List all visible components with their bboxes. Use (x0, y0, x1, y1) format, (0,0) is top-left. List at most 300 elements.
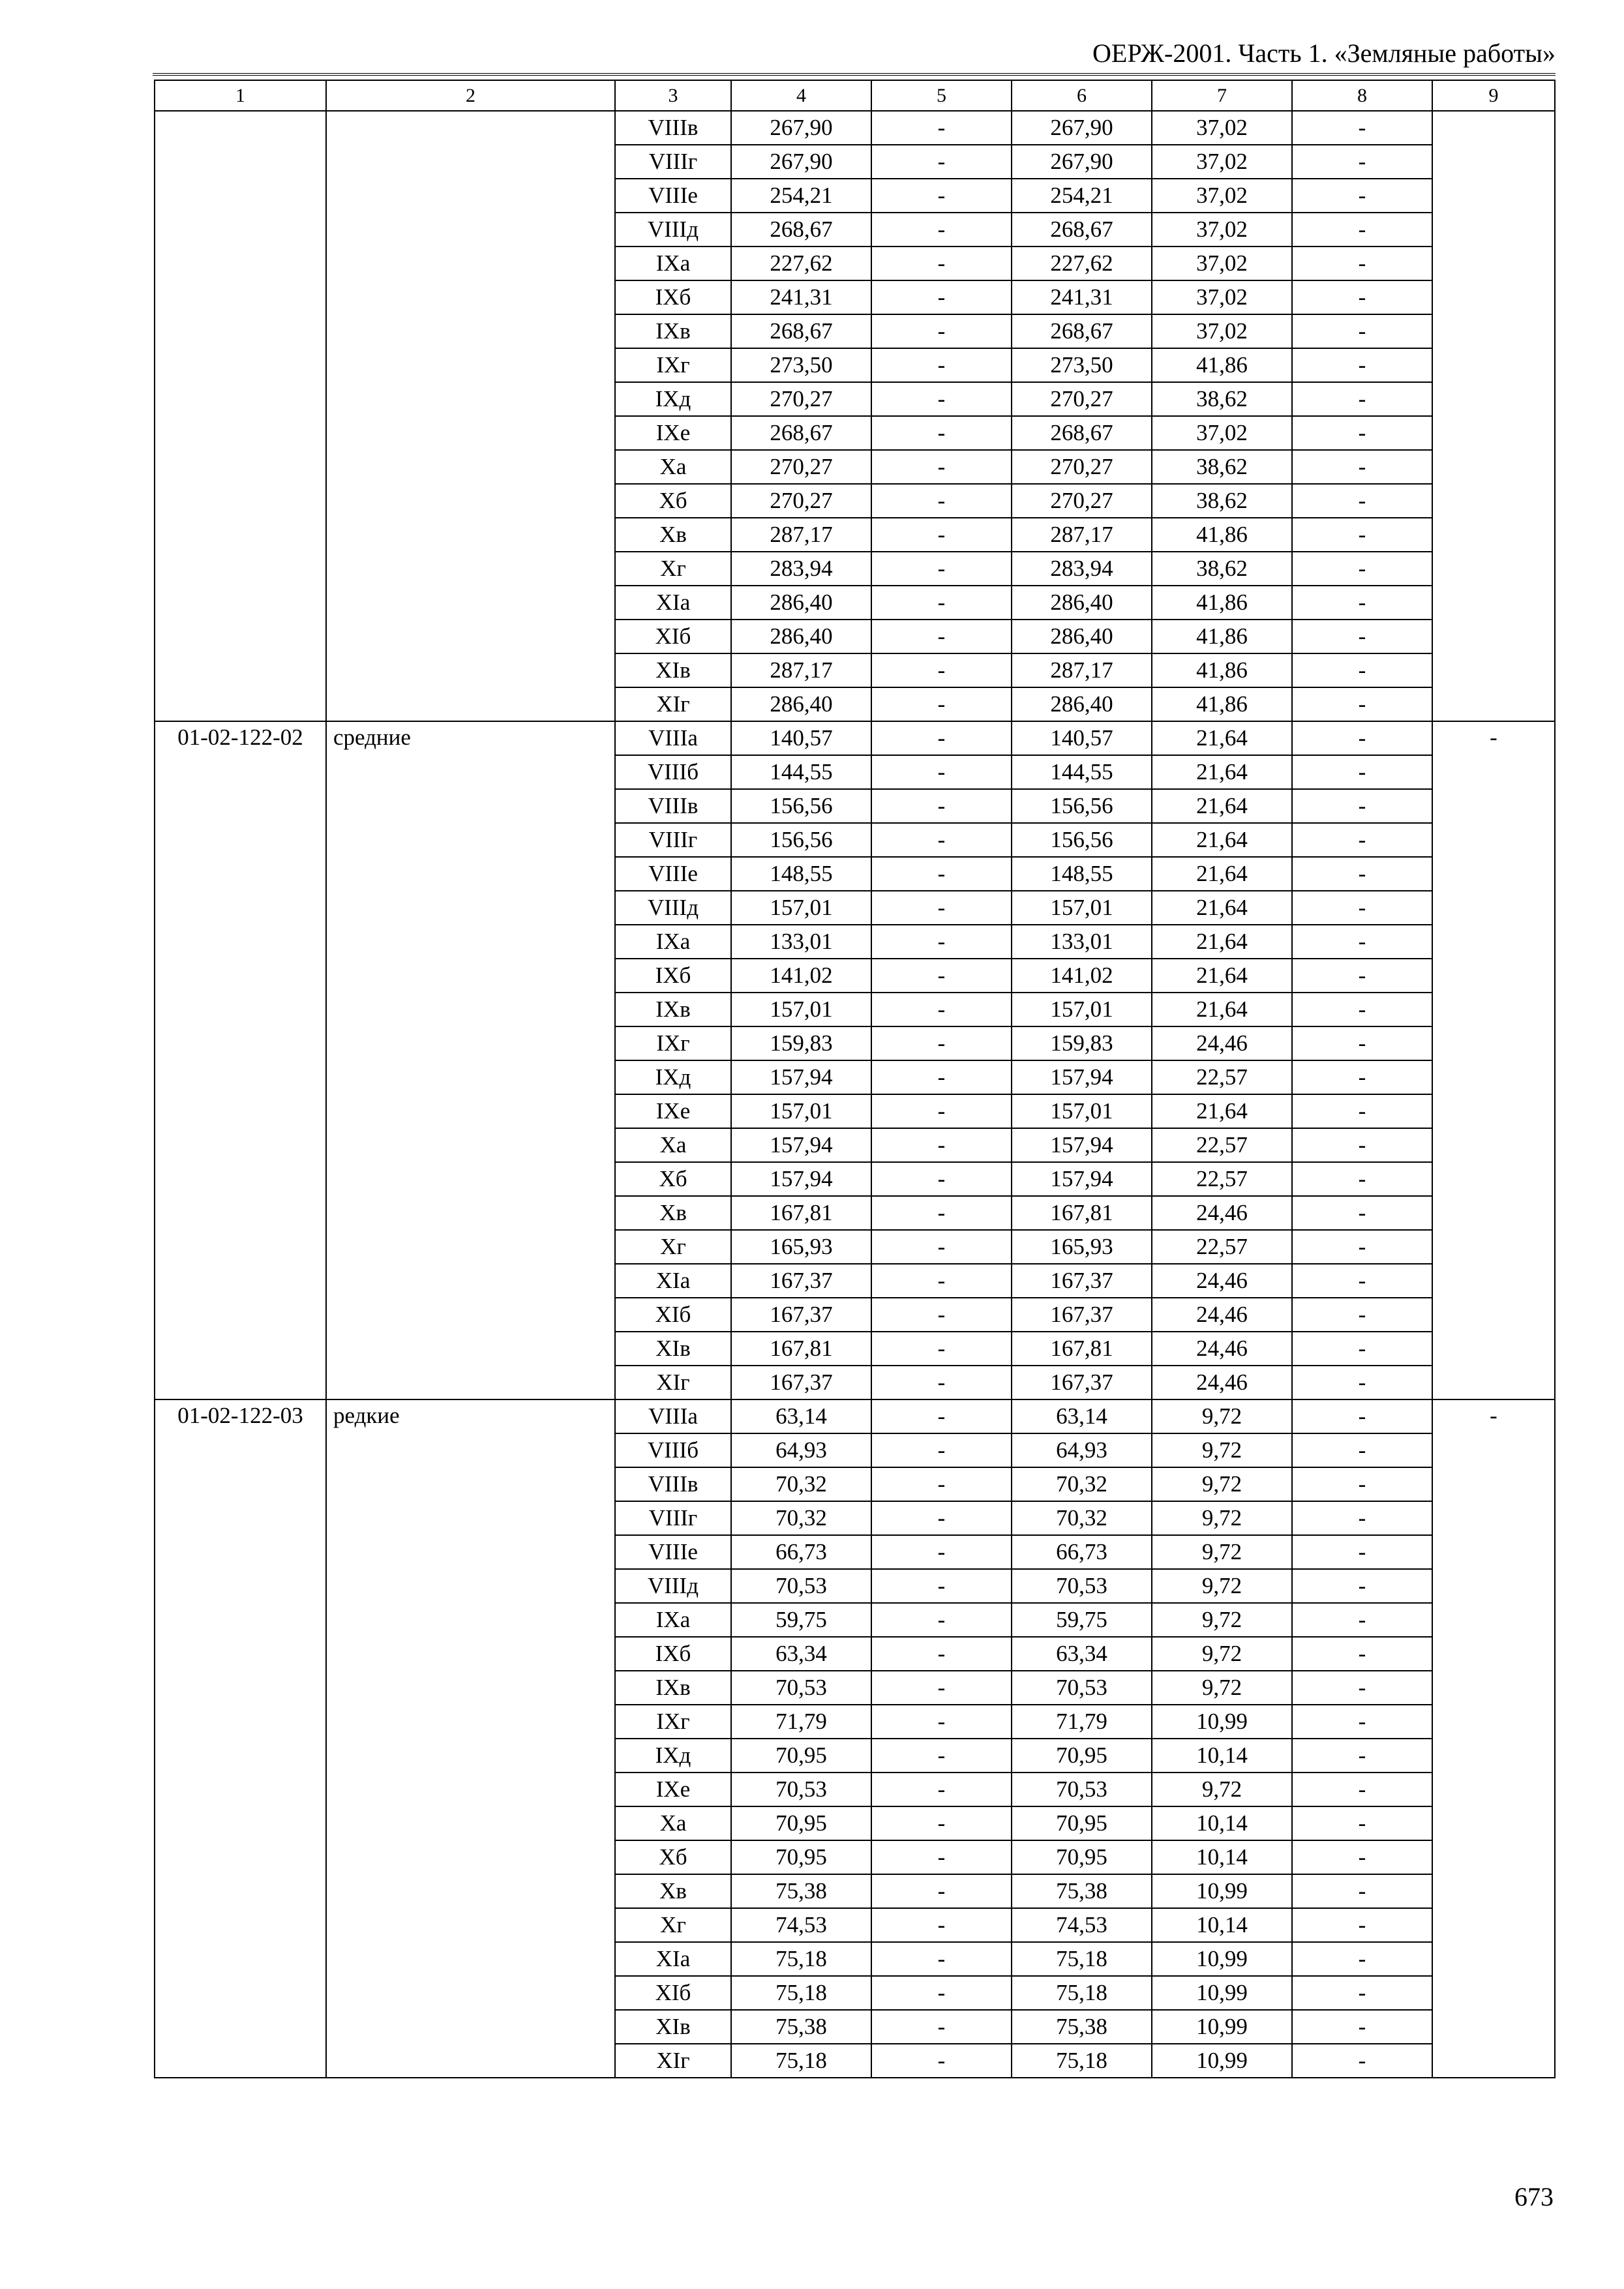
value-cell-c4: 283,94 (731, 552, 871, 586)
category-cell: Xа (615, 1128, 731, 1162)
value-cell-c7: 10,99 (1152, 1705, 1292, 1739)
column-number-row (155, 80, 1555, 111)
value-cell-c6: 254,21 (1012, 179, 1152, 213)
value-cell-c7: 38,62 (1152, 552, 1292, 586)
document-title: ОЕРЖ-2001. Часть 1. «Земляные работы» (1092, 38, 1556, 68)
column-number: 2 (326, 80, 615, 111)
column-9-cell: - (1432, 1399, 1555, 2078)
value-cell-c5: - (871, 653, 1012, 687)
value-cell-c5: - (871, 1976, 1012, 2010)
value-cell-c8: - (1292, 247, 1432, 280)
value-cell-c8: - (1292, 721, 1432, 755)
value-cell-c7: 9,72 (1152, 1671, 1292, 1705)
category-cell: Xв (615, 1196, 731, 1230)
value-cell-c7: 37,02 (1152, 247, 1292, 280)
category-cell: IXе (615, 1094, 731, 1128)
value-cell-c5: - (871, 1162, 1012, 1196)
category-cell: XIа (615, 586, 731, 620)
value-cell-c4: 167,81 (731, 1196, 871, 1230)
value-cell-c7: 21,64 (1152, 789, 1292, 823)
rates-table (154, 80, 1556, 2078)
value-cell-c4: 287,17 (731, 653, 871, 687)
value-cell-c7: 9,72 (1152, 1467, 1292, 1501)
table-row (155, 721, 1555, 755)
value-cell-c6: 159,83 (1012, 1026, 1152, 1060)
value-cell-c5: - (871, 755, 1012, 789)
value-cell-c8: - (1292, 1433, 1432, 1467)
value-cell-c5: - (871, 1569, 1012, 1603)
value-cell-c7: 37,02 (1152, 145, 1292, 179)
value-cell-c8: - (1292, 518, 1432, 552)
value-cell-c6: 70,32 (1012, 1501, 1152, 1535)
value-cell-c4: 140,57 (731, 721, 871, 755)
value-cell-c4: 70,95 (731, 1806, 871, 1840)
value-cell-c7: 9,72 (1152, 1773, 1292, 1806)
value-cell-c4: 70,53 (731, 1671, 871, 1705)
category-cell: VIIIа (615, 721, 731, 755)
value-cell-c5: - (871, 1603, 1012, 1637)
value-cell-c5: - (871, 1739, 1012, 1773)
value-cell-c5: - (871, 314, 1012, 348)
value-cell-c4: 70,53 (731, 1773, 871, 1806)
value-cell-c7: 37,02 (1152, 314, 1292, 348)
value-cell-c6: 74,53 (1012, 1908, 1152, 1942)
value-cell-c4: 273,50 (731, 348, 871, 382)
value-cell-c6: 227,62 (1012, 247, 1152, 280)
value-cell-c6: 75,18 (1012, 1942, 1152, 1976)
value-cell-c7: 22,57 (1152, 1230, 1292, 1264)
value-cell-c5: - (871, 518, 1012, 552)
category-cell: XIв (615, 1332, 731, 1366)
category-cell: VIIIв (615, 1467, 731, 1501)
column-9-cell (1432, 111, 1555, 721)
category-cell: VIIIг (615, 145, 731, 179)
value-cell-c7: 24,46 (1152, 1196, 1292, 1230)
value-cell-c7: 37,02 (1152, 280, 1292, 314)
value-cell-c4: 156,56 (731, 823, 871, 857)
value-cell-c8: - (1292, 1942, 1432, 1976)
value-cell-c6: 286,40 (1012, 620, 1152, 653)
value-cell-c7: 21,64 (1152, 891, 1292, 925)
category-cell: Xб (615, 1162, 731, 1196)
value-cell-c5: - (871, 247, 1012, 280)
category-cell: IXа (615, 925, 731, 959)
value-cell-c5: - (871, 450, 1012, 484)
value-cell-c5: - (871, 721, 1012, 755)
category-cell: VIIIе (615, 179, 731, 213)
value-cell-c5: - (871, 1399, 1012, 1433)
value-cell-c8: - (1292, 1162, 1432, 1196)
value-cell-c4: 59,75 (731, 1603, 871, 1637)
value-cell-c4: 75,38 (731, 1874, 871, 1908)
value-cell-c8: - (1292, 1366, 1432, 1399)
value-cell-c4: 70,32 (731, 1467, 871, 1501)
value-cell-c4: 70,53 (731, 1569, 871, 1603)
value-cell-c4: 268,67 (731, 416, 871, 450)
value-cell-c7: 41,86 (1152, 348, 1292, 382)
category-cell: IXг (615, 348, 731, 382)
work-description (326, 111, 615, 721)
value-cell-c5: - (871, 1230, 1012, 1264)
value-cell-c6: 167,81 (1012, 1332, 1152, 1366)
column-number: 6 (1012, 80, 1152, 111)
value-cell-c4: 71,79 (731, 1705, 871, 1739)
category-cell: XIб (615, 620, 731, 653)
category-cell: XIб (615, 1976, 731, 2010)
value-cell-c4: 270,27 (731, 484, 871, 518)
value-cell-c7: 38,62 (1152, 382, 1292, 416)
value-cell-c7: 21,64 (1152, 925, 1292, 959)
value-cell-c6: 70,53 (1012, 1773, 1152, 1806)
value-cell-c6: 286,40 (1012, 687, 1152, 721)
value-cell-c7: 24,46 (1152, 1026, 1292, 1060)
value-cell-c7: 10,99 (1152, 1942, 1292, 1976)
value-cell-c8: - (1292, 1637, 1432, 1671)
value-cell-c8: - (1292, 1603, 1432, 1637)
value-cell-c8: - (1292, 145, 1432, 179)
category-cell: IXб (615, 1637, 731, 1671)
value-cell-c7: 10,99 (1152, 1976, 1292, 2010)
value-cell-c5: - (871, 179, 1012, 213)
value-cell-c4: 157,94 (731, 1128, 871, 1162)
category-cell: VIIIг (615, 1501, 731, 1535)
value-cell-c6: 70,95 (1012, 1840, 1152, 1874)
value-cell-c4: 64,93 (731, 1433, 871, 1467)
value-cell-c8: - (1292, 1264, 1432, 1298)
value-cell-c6: 283,94 (1012, 552, 1152, 586)
value-cell-c8: - (1292, 314, 1432, 348)
value-cell-c5: - (871, 1467, 1012, 1501)
value-cell-c5: - (871, 1264, 1012, 1298)
value-cell-c7: 41,86 (1152, 518, 1292, 552)
value-cell-c5: - (871, 1705, 1012, 1739)
value-cell-c7: 10,14 (1152, 1739, 1292, 1773)
value-cell-c8: - (1292, 789, 1432, 823)
value-cell-c5: - (871, 687, 1012, 721)
value-cell-c7: 9,72 (1152, 1569, 1292, 1603)
value-cell-c5: - (871, 1908, 1012, 1942)
table-body (155, 111, 1555, 2078)
value-cell-c7: 24,46 (1152, 1264, 1292, 1298)
value-cell-c6: 148,55 (1012, 857, 1152, 891)
value-cell-c6: 267,90 (1012, 111, 1152, 145)
value-cell-c8: - (1292, 2010, 1432, 2044)
value-cell-c8: - (1292, 1026, 1432, 1060)
value-cell-c5: - (871, 789, 1012, 823)
value-cell-c8: - (1292, 993, 1432, 1026)
value-cell-c4: 267,90 (731, 111, 871, 145)
value-cell-c4: 157,94 (731, 1060, 871, 1094)
table-row (155, 1399, 1555, 1433)
category-cell: IXа (615, 247, 731, 280)
value-cell-c6: 273,50 (1012, 348, 1152, 382)
value-cell-c6: 157,01 (1012, 993, 1152, 1026)
value-cell-c8: - (1292, 925, 1432, 959)
value-cell-c6: 268,67 (1012, 314, 1152, 348)
value-cell-c8: - (1292, 891, 1432, 925)
value-cell-c6: 157,01 (1012, 891, 1152, 925)
value-cell-c8: - (1292, 280, 1432, 314)
value-cell-c8: - (1292, 450, 1432, 484)
value-cell-c5: - (871, 1366, 1012, 1399)
value-cell-c8: - (1292, 1467, 1432, 1501)
value-cell-c8: - (1292, 1535, 1432, 1569)
value-cell-c5: - (871, 348, 1012, 382)
category-cell: XIв (615, 2010, 731, 2044)
value-cell-c4: 157,01 (731, 1094, 871, 1128)
value-cell-c6: 144,55 (1012, 755, 1152, 789)
value-cell-c5: - (871, 586, 1012, 620)
value-cell-c5: - (871, 1773, 1012, 1806)
value-cell-c6: 63,14 (1012, 1399, 1152, 1433)
value-cell-c5: - (871, 1332, 1012, 1366)
value-cell-c8: - (1292, 1705, 1432, 1739)
value-cell-c7: 41,86 (1152, 620, 1292, 653)
category-cell: Xб (615, 484, 731, 518)
value-cell-c4: 268,67 (731, 213, 871, 247)
value-cell-c5: - (871, 959, 1012, 993)
value-cell-c7: 21,64 (1152, 1094, 1292, 1128)
value-cell-c8: - (1292, 552, 1432, 586)
rate-code (155, 111, 326, 721)
value-cell-c6: 286,40 (1012, 586, 1152, 620)
value-cell-c6: 287,17 (1012, 518, 1152, 552)
value-cell-c4: 144,55 (731, 755, 871, 789)
value-cell-c4: 241,31 (731, 280, 871, 314)
value-cell-c7: 10,14 (1152, 1840, 1292, 1874)
value-cell-c7: 37,02 (1152, 213, 1292, 247)
value-cell-c7: 22,57 (1152, 1162, 1292, 1196)
value-cell-c8: - (1292, 1298, 1432, 1332)
value-cell-c5: - (871, 382, 1012, 416)
value-cell-c8: - (1292, 1128, 1432, 1162)
value-cell-c5: - (871, 2044, 1012, 2078)
value-cell-c8: - (1292, 857, 1432, 891)
value-cell-c6: 75,18 (1012, 2044, 1152, 2078)
value-cell-c6: 287,17 (1012, 653, 1152, 687)
value-cell-c6: 70,53 (1012, 1569, 1152, 1603)
value-cell-c6: 156,56 (1012, 823, 1152, 857)
column-number: 8 (1292, 80, 1432, 111)
value-cell-c6: 167,37 (1012, 1264, 1152, 1298)
value-cell-c6: 270,27 (1012, 382, 1152, 416)
value-cell-c4: 167,37 (731, 1366, 871, 1399)
value-cell-c4: 267,90 (731, 145, 871, 179)
value-cell-c6: 270,27 (1012, 450, 1152, 484)
value-cell-c8: - (1292, 213, 1432, 247)
value-cell-c6: 157,94 (1012, 1128, 1152, 1162)
value-cell-c5: - (871, 280, 1012, 314)
value-cell-c6: 268,67 (1012, 416, 1152, 450)
value-cell-c8: - (1292, 1230, 1432, 1264)
value-cell-c4: 157,01 (731, 891, 871, 925)
value-cell-c4: 75,18 (731, 2044, 871, 2078)
value-cell-c4: 254,21 (731, 179, 871, 213)
value-cell-c8: - (1292, 823, 1432, 857)
value-cell-c5: - (871, 1942, 1012, 1976)
value-cell-c7: 21,64 (1152, 823, 1292, 857)
table-header (155, 80, 1555, 111)
category-cell: Xб (615, 1840, 731, 1874)
value-cell-c5: - (871, 484, 1012, 518)
value-cell-c5: - (871, 1196, 1012, 1230)
value-cell-c5: - (871, 111, 1012, 145)
work-description: редкие (326, 1399, 615, 2078)
column-number: 7 (1152, 80, 1292, 111)
value-cell-c8: - (1292, 755, 1432, 789)
category-cell: VIIIд (615, 1569, 731, 1603)
value-cell-c8: - (1292, 484, 1432, 518)
category-cell: IXа (615, 1603, 731, 1637)
value-cell-c6: 267,90 (1012, 145, 1152, 179)
value-cell-c7: 24,46 (1152, 1298, 1292, 1332)
value-cell-c4: 66,73 (731, 1535, 871, 1569)
value-cell-c6: 167,37 (1012, 1298, 1152, 1332)
category-cell: IXг (615, 1705, 731, 1739)
rate-code: 01-02-122-02 (155, 721, 326, 1399)
category-cell: IXд (615, 1739, 731, 1773)
rate-code: 01-02-122-03 (155, 1399, 326, 2078)
value-cell-c8: - (1292, 1874, 1432, 1908)
value-cell-c7: 9,72 (1152, 1603, 1292, 1637)
value-cell-c4: 286,40 (731, 586, 871, 620)
value-cell-c5: - (871, 1094, 1012, 1128)
value-cell-c4: 159,83 (731, 1026, 871, 1060)
column-number: 3 (615, 80, 731, 111)
value-cell-c4: 270,27 (731, 382, 871, 416)
value-cell-c8: - (1292, 382, 1432, 416)
value-cell-c4: 148,55 (731, 857, 871, 891)
category-cell: VIIIв (615, 111, 731, 145)
table-row (155, 111, 1555, 145)
value-cell-c4: 133,01 (731, 925, 871, 959)
value-cell-c7: 37,02 (1152, 111, 1292, 145)
value-cell-c4: 63,14 (731, 1399, 871, 1433)
value-cell-c8: - (1292, 586, 1432, 620)
category-cell: VIIIб (615, 755, 731, 789)
value-cell-c8: - (1292, 1501, 1432, 1535)
value-cell-c4: 157,01 (731, 993, 871, 1026)
value-cell-c7: 41,86 (1152, 653, 1292, 687)
value-cell-c7: 24,46 (1152, 1332, 1292, 1366)
value-cell-c8: - (1292, 1773, 1432, 1806)
value-cell-c6: 70,95 (1012, 1739, 1152, 1773)
value-cell-c4: 270,27 (731, 450, 871, 484)
value-cell-c8: - (1292, 1671, 1432, 1705)
value-cell-c8: - (1292, 416, 1432, 450)
value-cell-c4: 75,18 (731, 1976, 871, 2010)
value-cell-c4: 74,53 (731, 1908, 871, 1942)
category-cell: VIIIб (615, 1433, 731, 1467)
category-cell: IXе (615, 416, 731, 450)
value-cell-c6: 270,27 (1012, 484, 1152, 518)
value-cell-c4: 167,37 (731, 1264, 871, 1298)
value-cell-c8: - (1292, 1976, 1432, 2010)
value-cell-c7: 9,72 (1152, 1399, 1292, 1433)
category-cell: IXд (615, 1060, 731, 1094)
value-cell-c7: 22,57 (1152, 1128, 1292, 1162)
value-cell-c6: 70,95 (1012, 1806, 1152, 1840)
value-cell-c4: 227,62 (731, 247, 871, 280)
category-cell: IXв (615, 314, 731, 348)
value-cell-c7: 37,02 (1152, 179, 1292, 213)
column-number: 5 (871, 80, 1012, 111)
value-cell-c4: 141,02 (731, 959, 871, 993)
value-cell-c5: - (871, 1298, 1012, 1332)
value-cell-c7: 9,72 (1152, 1433, 1292, 1467)
value-cell-c4: 165,93 (731, 1230, 871, 1264)
value-cell-c8: - (1292, 1332, 1432, 1366)
value-cell-c4: 286,40 (731, 620, 871, 653)
value-cell-c7: 38,62 (1152, 450, 1292, 484)
value-cell-c8: - (1292, 179, 1432, 213)
value-cell-c8: - (1292, 1060, 1432, 1094)
value-cell-c6: 75,18 (1012, 1976, 1152, 2010)
value-cell-c5: - (871, 213, 1012, 247)
category-cell: VIIIа (615, 1399, 731, 1433)
value-cell-c6: 156,56 (1012, 789, 1152, 823)
value-cell-c5: - (871, 1060, 1012, 1094)
value-cell-c7: 21,64 (1152, 993, 1292, 1026)
category-cell: IXг (615, 1026, 731, 1060)
category-cell: XIв (615, 653, 731, 687)
value-cell-c6: 268,67 (1012, 213, 1152, 247)
value-cell-c7: 21,64 (1152, 755, 1292, 789)
column-9-cell: - (1432, 721, 1555, 1399)
value-cell-c5: - (871, 1433, 1012, 1467)
page-number: 673 (1514, 2182, 1554, 2211)
category-cell: VIIIе (615, 857, 731, 891)
value-cell-c7: 10,99 (1152, 1874, 1292, 1908)
value-cell-c5: - (871, 1874, 1012, 1908)
category-cell: XIа (615, 1264, 731, 1298)
value-cell-c4: 70,95 (731, 1739, 871, 1773)
value-cell-c6: 63,34 (1012, 1637, 1152, 1671)
value-cell-c6: 140,57 (1012, 721, 1152, 755)
category-cell: Xг (615, 552, 731, 586)
category-cell: Xв (615, 1874, 731, 1908)
value-cell-c5: - (871, 1806, 1012, 1840)
category-cell: VIIIг (615, 823, 731, 857)
value-cell-c8: - (1292, 1399, 1432, 1433)
value-cell-c5: - (871, 925, 1012, 959)
category-cell: Xг (615, 1908, 731, 1942)
category-cell: XIг (615, 2044, 731, 2078)
column-number: 4 (731, 80, 871, 111)
category-cell: IXб (615, 280, 731, 314)
value-cell-c6: 75,38 (1012, 2010, 1152, 2044)
value-cell-c8: - (1292, 1840, 1432, 1874)
value-cell-c8: - (1292, 620, 1432, 653)
value-cell-c7: 10,14 (1152, 1908, 1292, 1942)
value-cell-c8: - (1292, 959, 1432, 993)
value-cell-c5: - (871, 857, 1012, 891)
value-cell-c7: 38,62 (1152, 484, 1292, 518)
value-cell-c4: 70,95 (731, 1840, 871, 1874)
value-cell-c7: 9,72 (1152, 1501, 1292, 1535)
value-cell-c7: 41,86 (1152, 586, 1292, 620)
value-cell-c4: 286,40 (731, 687, 871, 721)
value-cell-c7: 21,64 (1152, 857, 1292, 891)
category-cell: XIа (615, 1942, 731, 1976)
category-cell: XIг (615, 687, 731, 721)
category-cell: VIIIд (615, 891, 731, 925)
value-cell-c4: 156,56 (731, 789, 871, 823)
value-cell-c7: 41,86 (1152, 687, 1292, 721)
category-cell: Xв (615, 518, 731, 552)
value-cell-c6: 157,94 (1012, 1162, 1152, 1196)
category-cell: Xа (615, 1806, 731, 1840)
